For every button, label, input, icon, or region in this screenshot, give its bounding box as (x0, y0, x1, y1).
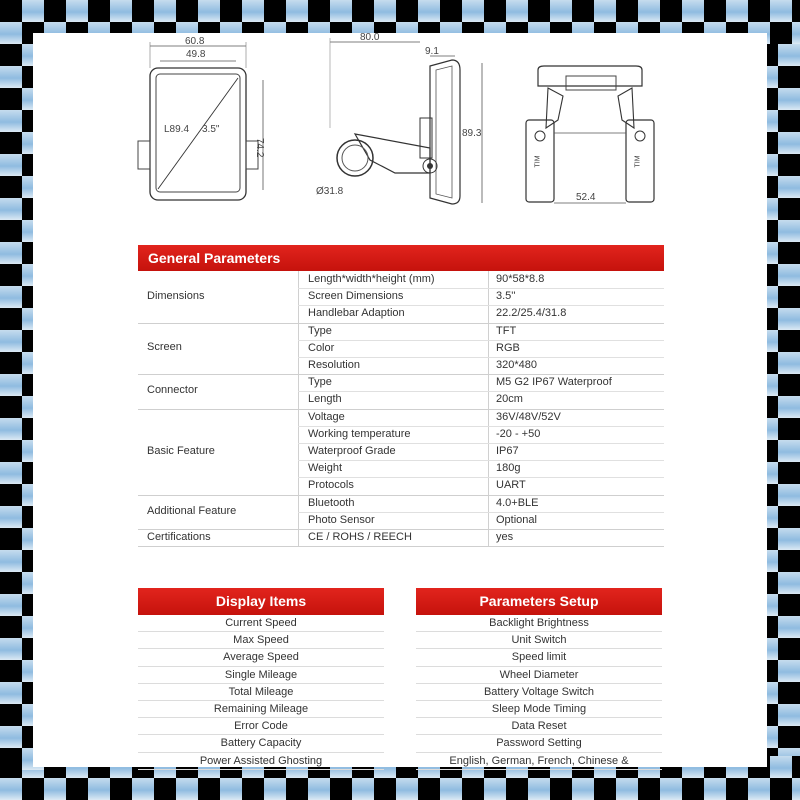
border-square (528, 778, 550, 800)
border-square (778, 132, 800, 154)
border-square (550, 778, 572, 800)
parameter-row (138, 443, 664, 460)
parameter-row (138, 357, 664, 374)
list-item: Remaining Mileage (138, 701, 384, 718)
front-screen-size: 3.5" (202, 124, 220, 135)
parameter-group-label: Additional Feature (147, 504, 237, 517)
border-square (0, 550, 22, 572)
list-item: English, German, French, Chinese & (416, 753, 662, 770)
border-square (66, 0, 88, 22)
border-square (198, 0, 220, 22)
border-square (44, 778, 66, 800)
parameter-name: Bluetooth (308, 496, 355, 509)
parameter-name: Length (308, 393, 342, 406)
parameter-value: M5 G2 IP67 Waterproof (496, 376, 612, 389)
border-square (778, 198, 800, 220)
front-diagonal: L89.4 (164, 124, 190, 135)
border-square (778, 176, 800, 198)
parameter-value: IP67 (496, 445, 519, 457)
parameter-row (138, 323, 664, 340)
border-square (220, 0, 242, 22)
parameters-setup-header: Parameters Setup (416, 588, 662, 615)
parameters-setup-list (416, 615, 662, 770)
border-square (0, 682, 22, 704)
border-square (0, 264, 22, 286)
border-square (778, 550, 800, 572)
border-square (0, 44, 22, 66)
border-square (778, 396, 800, 418)
parameter-name: Waterproof Grade (308, 445, 396, 457)
list-item: Data Reset (416, 718, 662, 735)
parameter-row (138, 426, 664, 443)
border-square (572, 0, 594, 22)
border-square (506, 0, 528, 22)
border-square (154, 0, 176, 22)
border-square (462, 778, 484, 800)
border-square (616, 0, 638, 22)
parameter-value: 90*58*8.8 (496, 273, 545, 285)
border-square (396, 778, 418, 800)
border-square (748, 0, 770, 22)
parameter-value: UART (496, 479, 526, 492)
parameter-name: Resolution (308, 359, 360, 371)
border-square (778, 308, 800, 330)
border-square (132, 778, 154, 800)
parameter-value: -20 - +50 (496, 427, 541, 440)
border-square (440, 778, 462, 800)
list-item: Backlight Brightness (416, 615, 662, 632)
parameter-name: Protocols (308, 479, 354, 492)
border-square (132, 0, 154, 22)
border-square (778, 682, 800, 704)
border-square (748, 778, 770, 800)
border-square (22, 0, 44, 22)
border-square (660, 778, 682, 800)
parameter-group-label: Connector (147, 384, 198, 397)
border-square (242, 778, 264, 800)
border-square (770, 778, 792, 800)
parameter-value: 20cm (496, 393, 523, 406)
border-square (778, 88, 800, 110)
border-square (0, 440, 22, 462)
list-item: Average Speed (138, 649, 384, 666)
parameter-group-label: Screen (147, 341, 182, 354)
border-square (778, 220, 800, 242)
border-square (0, 110, 22, 132)
parameter-name: Type (308, 376, 332, 389)
border-square (0, 22, 22, 44)
border-square (0, 462, 22, 484)
border-square (778, 726, 800, 748)
border-square (778, 154, 800, 176)
border-square (792, 756, 800, 778)
list-item: Single Mileage (138, 667, 384, 684)
border-square (176, 778, 198, 800)
list-item: Unit Switch (416, 632, 662, 649)
parameter-row (138, 271, 664, 288)
border-square (110, 0, 132, 22)
border-square (242, 0, 264, 22)
side-length: 80.0 (360, 32, 380, 43)
border-square (0, 154, 22, 176)
border-square (638, 0, 660, 22)
border-square (778, 352, 800, 374)
parameter-value: RGB (496, 341, 520, 354)
border-square (0, 748, 22, 770)
parameter-name: Voltage (308, 410, 345, 423)
parameter-row (138, 409, 664, 426)
border-square (778, 484, 800, 506)
border-square (0, 778, 22, 800)
border-square (506, 778, 528, 800)
border-square (778, 638, 800, 660)
list-item: Error Code (138, 718, 384, 735)
border-square (88, 0, 110, 22)
parameter-name: CE / ROHS / REECH (308, 531, 412, 543)
border-square (374, 778, 396, 800)
border-square (792, 22, 800, 44)
border-square (660, 0, 682, 22)
list-item: Password Setting (416, 735, 662, 752)
parameter-name: Screen Dimensions (308, 290, 404, 303)
back-clamp-label-left: TIM (534, 155, 542, 168)
border-square (0, 572, 22, 594)
border-square (0, 638, 22, 660)
border-square (0, 528, 22, 550)
border-square (0, 198, 22, 220)
list-item: Battery Voltage Switch (416, 684, 662, 701)
parameter-value: 4.0+BLE (496, 496, 539, 509)
border-square (770, 22, 792, 44)
border-square (0, 352, 22, 374)
parameter-value: Optional (496, 513, 537, 526)
border-square (484, 0, 506, 22)
border-square (0, 374, 22, 396)
border-square (682, 0, 704, 22)
border-square (778, 286, 800, 308)
border-square (726, 778, 748, 800)
list-item: Max Speed (138, 632, 384, 649)
border-square (198, 778, 220, 800)
border-square (308, 0, 330, 22)
border-square (0, 484, 22, 506)
list-item: Power Assisted Ghosting (138, 753, 384, 770)
parameter-value: TFT (496, 324, 517, 337)
border-square (0, 506, 22, 528)
parameter-name: Length*width*height (mm) (308, 273, 435, 285)
list-item: Current Speed (138, 615, 384, 632)
side-depth: 9.1 (425, 46, 439, 57)
border-square (550, 0, 572, 22)
border-square (374, 0, 396, 22)
border-square (0, 132, 22, 154)
border-square (440, 0, 462, 22)
border-square (778, 572, 800, 594)
side-height: 89.3 (462, 128, 482, 139)
border-square (0, 242, 22, 264)
border-square (0, 418, 22, 440)
parameter-name: Weight (308, 462, 343, 475)
border-square (330, 0, 352, 22)
parameter-row (138, 391, 664, 408)
border-square (0, 220, 22, 242)
front-height: 74.2 (254, 138, 265, 158)
border-square (0, 616, 22, 638)
border-square (418, 778, 440, 800)
general-parameters-header: General Parameters (138, 245, 664, 271)
parameter-row (138, 340, 664, 357)
border-square (792, 0, 800, 22)
border-square (264, 778, 286, 800)
back-clamp-label-right: TIM (634, 155, 642, 168)
border-square (396, 0, 418, 22)
parameter-value: 36V/48V/52V (496, 410, 561, 423)
border-square (594, 778, 616, 800)
border-square (778, 462, 800, 484)
parameter-name: Color (308, 341, 335, 354)
list-item: Wheel Diameter (416, 667, 662, 684)
border-square (154, 778, 176, 800)
border-square (110, 778, 132, 800)
parameter-row (138, 460, 664, 477)
border-square (704, 778, 726, 800)
border-square (418, 0, 440, 22)
border-square (572, 778, 594, 800)
border-square (682, 778, 704, 800)
border-square (778, 44, 800, 66)
border-square (594, 0, 616, 22)
parameter-row (138, 477, 664, 494)
border-square (286, 778, 308, 800)
border-square (638, 778, 660, 800)
border-square (352, 0, 374, 22)
list-item: Speed limit (416, 649, 662, 666)
list-item: Sleep Mode Timing (416, 701, 662, 718)
border-square (0, 176, 22, 198)
border-square (0, 66, 22, 88)
parameter-row (138, 529, 664, 546)
border-square (778, 110, 800, 132)
parameter-name: Handlebar Adaption (308, 307, 405, 320)
parameter-value: 3.5'' (496, 290, 516, 303)
border-square (778, 506, 800, 528)
border-square (704, 0, 726, 22)
border-square (0, 88, 22, 110)
side-view-drawing (310, 32, 500, 208)
border-square (264, 0, 286, 22)
border-square (778, 418, 800, 440)
border-square (330, 778, 352, 800)
parameter-group-label: Basic Feature (147, 444, 215, 457)
parameter-row (138, 288, 664, 305)
border-square (778, 704, 800, 726)
parameter-row (138, 305, 664, 322)
border-square (0, 330, 22, 352)
parameter-name: Photo Sensor (308, 513, 375, 526)
border-square (778, 330, 800, 352)
parameter-value: 320*480 (496, 359, 537, 371)
display-items-header: Display Items (138, 588, 384, 615)
border-square (0, 0, 22, 22)
parameter-name: Type (308, 324, 332, 337)
front-view-drawing (128, 38, 298, 208)
border-square (66, 778, 88, 800)
border-square (616, 778, 638, 800)
parameter-group-label: Dimensions (147, 289, 205, 302)
back-view-drawing (518, 58, 668, 210)
border-square (778, 616, 800, 638)
border-square (220, 778, 242, 800)
border-square (792, 778, 800, 800)
display-items-list (138, 615, 384, 770)
border-square (22, 778, 44, 800)
border-square (0, 308, 22, 330)
border-square (286, 0, 308, 22)
group-divider (138, 546, 664, 547)
border-square (0, 286, 22, 308)
border-square (308, 778, 330, 800)
list-item: Battery Capacity (138, 735, 384, 752)
border-square (778, 66, 800, 88)
front-inner-width: 49.8 (186, 49, 206, 60)
border-square (484, 778, 506, 800)
parameter-name: Working temperature (308, 427, 411, 440)
border-square (778, 440, 800, 462)
border-square (176, 0, 198, 22)
border-square (778, 374, 800, 396)
front-outer-width: 60.8 (185, 36, 205, 47)
list-item: Total Mileage (138, 684, 384, 701)
border-square (778, 528, 800, 550)
border-square (778, 660, 800, 682)
border-square (726, 0, 748, 22)
border-square (88, 778, 110, 800)
border-square (778, 594, 800, 616)
side-clamp-diameter: Ø31.8 (316, 186, 344, 197)
border-square (44, 0, 66, 22)
border-square (778, 242, 800, 264)
border-square (528, 0, 550, 22)
parameter-value: yes (496, 531, 514, 543)
border-square (778, 264, 800, 286)
border-square (0, 396, 22, 418)
parameter-group-label: Certifications (147, 530, 211, 543)
border-square (352, 778, 374, 800)
border-square (770, 756, 792, 778)
parameter-value: 22.2/25.4/31.8 (496, 307, 567, 320)
border-square (0, 594, 22, 616)
border-square (0, 660, 22, 682)
parameter-row (138, 374, 664, 391)
border-square (0, 704, 22, 726)
back-mount-width: 52.4 (576, 192, 596, 203)
border-square (770, 0, 792, 22)
parameter-value: 180g (496, 462, 521, 475)
border-square (462, 0, 484, 22)
border-square (0, 726, 22, 748)
